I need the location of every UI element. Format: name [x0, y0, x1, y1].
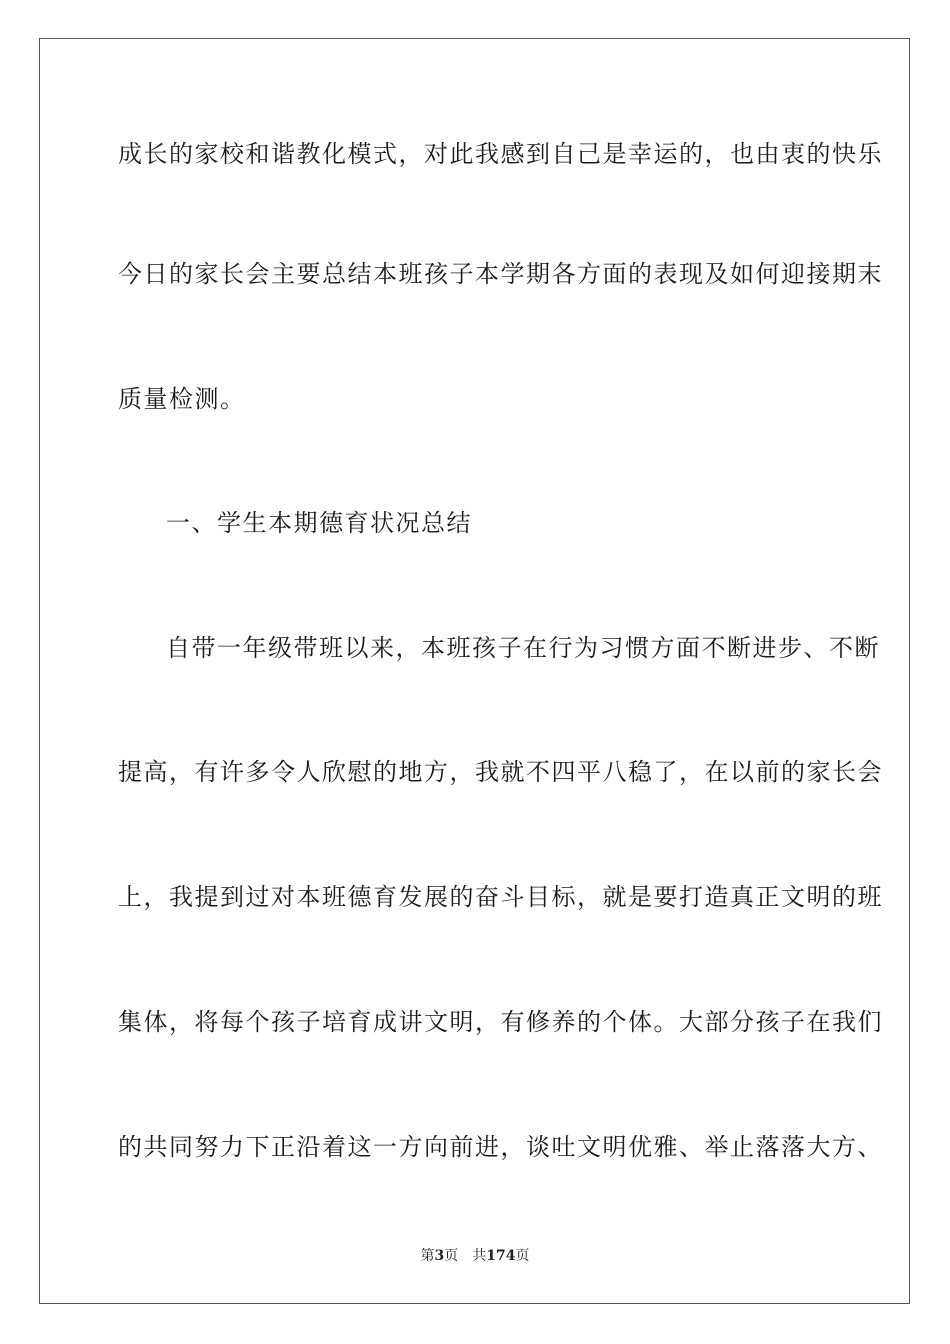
total-label-prefix: 共 [472, 1248, 487, 1264]
page-label-suffix: 页 [444, 1248, 459, 1264]
page-border [39, 38, 910, 1304]
text-line: 上，我提到过对本班德育发展的奋斗目标，就是要打造真正文明的班 [118, 883, 883, 911]
page-number: 3 [434, 1248, 445, 1264]
total-pages: 174 [486, 1248, 516, 1264]
page-label-prefix: 第 [420, 1248, 435, 1264]
section-heading: 一、学生本期德育状况总结 [166, 509, 472, 537]
text-line: 提高，有许多令人欣慰的地方，我就不四平八稳了，在以前的家长会 [118, 758, 883, 786]
text-line: 质量检测。 [118, 385, 246, 413]
text-line: 集体，将每个孩子培育成讲文明，有修养的个体。大部分孩子在我们 [118, 1008, 883, 1036]
total-label-suffix: 页 [515, 1248, 530, 1264]
text-line: 今日的家长会主要总结本班孩子本学期各方面的表现及如何迎接期末 [118, 260, 883, 288]
text-line: 的共同努力下正沿着这一方向前进，谈吐文明优雅、举止落落大方、 [118, 1133, 883, 1161]
text-line: 成长的家校和谐教化模式，对此我感到自己是幸运的，也由衷的快乐 [118, 140, 883, 168]
page-footer [0, 1247, 950, 1265]
text-line: 自带一年级带班以来，本班孩子在行为习惯方面不断进步、不断 [166, 634, 880, 662]
